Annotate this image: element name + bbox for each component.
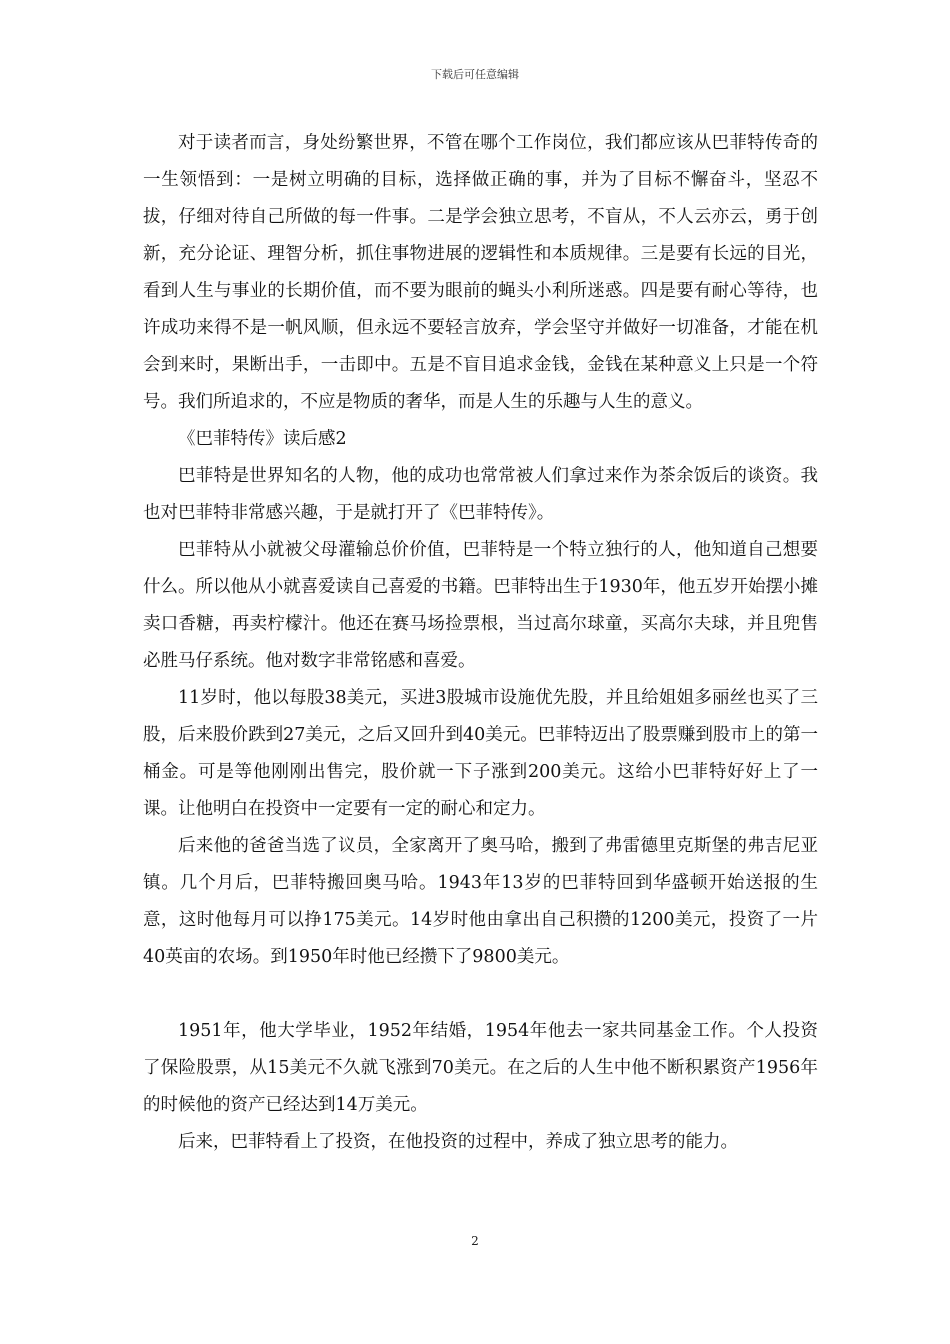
paragraph-graduation: 1951年，他大学毕业，1952年结婚，1954年他去一家共同基金工作。个人投资了保险股票，从15美元不久就飞涨到70美元。在之后的人生中他不断积累资产1956年的时候他的资产已经达到14万美元。: [143, 1021, 818, 1115]
section-heading: 《巴菲特传》读后感2: [178, 429, 347, 449]
paragraph-independent-thinking: 后来，巴菲特看上了投资，在他投资的过程中，养成了独立思考的能力。: [178, 1132, 738, 1152]
paragraph-reader-lessons: 对于读者而言，身处纷繁世界，不管在哪个工作岗位，我们都应该从巴菲特传奇的一生领悟到：一是树立明确的目标，选择做正确的事，并为了目标不懈奋斗，坚忍不拔，仔细对待自己所做的每一件事。二是学会独立思考，不盲从，不人云亦云，勇于创新，充分论证、理智分析，抓住事物进展的逻辑性和本质规律。三是要有长远的目光，看到人生与事业的长期价值，而不要为眼前的蝇头小利所迷惑。四是要有耐心等待，也许成功来得不是一帆风顺，但永远不要轻言放弃，学会坚守并做好一切准备，才能在机会到来时，果断出手，一击即中。五是不盲目追求金钱，金钱在某种意义上只是一个符号。我们所追求的，不应是物质的奢华，而是人生的乐趣与人生的意义。: [143, 133, 818, 412]
page-number: 2: [471, 1234, 479, 1248]
paragraph-childhood: 巴菲特从小就被父母灌输总价价值，巴菲特是一个特立独行的人，他知道自己想要什么。所以他从小就喜爱读自己喜爱的书籍。巴菲特出生于1930年，他五岁开始摆小摊卖口香糖，再卖柠檬汁。他还在赛马场捡票根，当过高尔球童，买高尔夫球，并且兜售必胜马仔系统。他对数字非常铭感和喜爱。: [143, 540, 818, 671]
paragraph-newspaper: 后来他的爸爸当选了议员，全家离开了奥马哈，搬到了弗雷德里克斯堡的弗吉尼亚镇。几个月后，巴菲特搬回奥马哈。1943年13岁的巴菲特回到华盛顿开始送报的生意，这时他每月可以挣175美元。14岁时他由拿出自己积攒的1200美元，投资了一片40英亩的农场。到1950年时他已经攒下了9800美元。: [143, 836, 818, 967]
document-body: [143, 125, 818, 1161]
paragraph-first-stock: 11岁时，他以每股38美元，买进3股城市设施优先股，并且给姐姐多丽丝也买了三股，后来股价跌到27美元，之后又回升到40美元。巴菲特迈出了股票赚到股市上的第一桶金。可是等他刚刚出售完，股价就一下子涨到200美元。这给小巴菲特好好上了一课。让他明白在投资中一定要有一定的耐心和定力。: [143, 688, 818, 819]
page-header-note: 下载后可任意编辑: [431, 68, 519, 81]
blank-line: [143, 976, 818, 1013]
paragraph-intro: 巴菲特是世界知名的人物，他的成功也常常被人们拿过来作为茶余饭后的谈资。我也对巴菲特非常感兴趣，于是就打开了《巴菲特传》。: [143, 466, 818, 523]
